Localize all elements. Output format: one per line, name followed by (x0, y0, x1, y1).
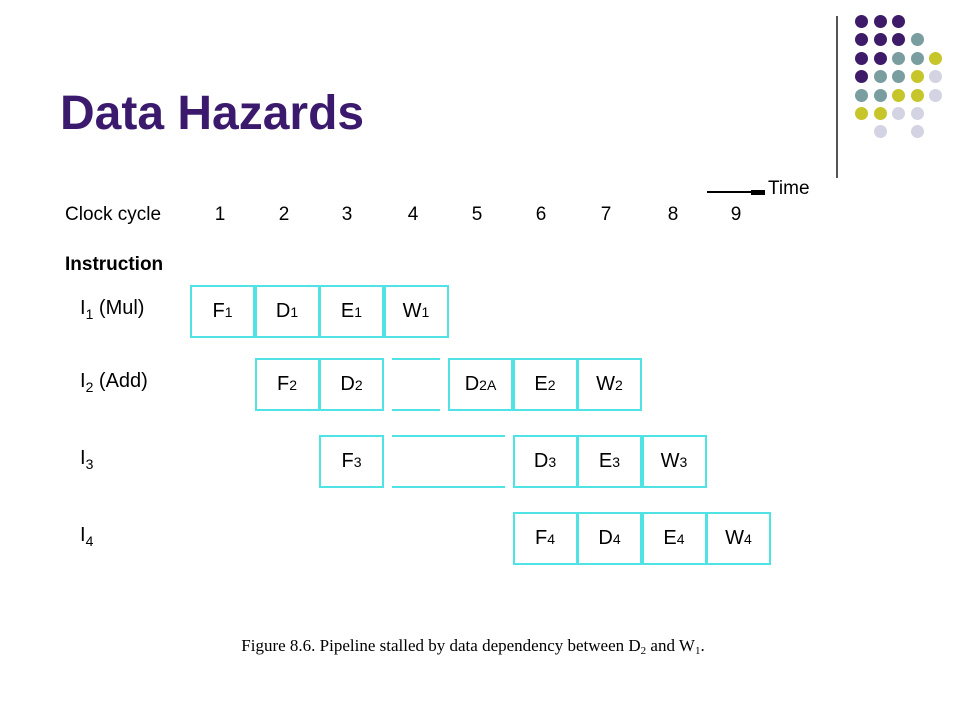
clock-cycle-number: 7 (600, 204, 612, 225)
pipeline-stage-main: F (212, 300, 225, 322)
decor-dot (929, 89, 942, 102)
caption-sub-1: 2 (640, 645, 647, 657)
instruction-label (80, 297, 144, 320)
page-title: Data Hazards (60, 87, 365, 140)
time-arrow-shaft (707, 191, 751, 193)
instruction-label-subscript: 2 (85, 379, 94, 395)
pipeline-stage-cell: D 1 (255, 285, 320, 338)
pipeline-stage-cell: D 2A (448, 358, 513, 411)
decor-dot (874, 107, 887, 120)
pipeline-stage-cell: F 2 (255, 358, 320, 411)
pipeline-stage-main: E (340, 300, 355, 322)
pipeline-stage-cell: W 1 (384, 285, 449, 338)
time-arrow-icon (707, 190, 767, 196)
pipeline-stage-main: D (275, 300, 291, 322)
clock-cycle-number: 3 (341, 204, 353, 225)
figure-caption (0, 636, 946, 656)
instruction-label-main: I (80, 370, 86, 392)
pipeline-stage-cell: F 4 (513, 512, 578, 565)
pipeline-stage-main: D (464, 373, 480, 395)
pipeline-stall-gap (392, 358, 441, 411)
decor-dot (855, 107, 868, 120)
decor-dot (911, 52, 924, 65)
decor-dot (892, 52, 905, 65)
instruction-label (80, 447, 93, 470)
clock-cycle-number: 1 (214, 204, 226, 225)
pipeline-stage-main: F (276, 373, 290, 395)
pipeline-stage-cell: D 4 (577, 512, 642, 565)
pipeline-stage-cell: D 2 (319, 358, 384, 411)
pipeline-stage-main: E (534, 373, 548, 395)
clock-cycle-number: 9 (730, 204, 742, 225)
decor-dot (929, 70, 942, 83)
pipeline-stage-cell: E 4 (642, 512, 707, 565)
pipeline-stage-cell: D 3 (513, 435, 578, 488)
decor-dot (874, 70, 887, 83)
instruction-label (80, 524, 93, 547)
pipeline-stage-main: F (534, 527, 548, 549)
caption-text-2: and W (646, 636, 695, 655)
pipeline-stage-main: D (533, 450, 549, 472)
stall-gap-top-line (392, 435, 505, 437)
clock-cycle-number: 8 (667, 204, 679, 225)
decor-dot (911, 70, 924, 83)
decor-dot (911, 125, 924, 138)
pipeline-stage-main: W (402, 300, 422, 322)
pipeline-stage-main: F (341, 450, 354, 472)
decor-dot (874, 89, 887, 102)
caption-text-1: Figure 8.6. Pipeline stalled by data dependency between D (241, 636, 641, 655)
pipeline-stage-cell: E 2 (513, 358, 578, 411)
pipeline-stage-cell: W 2 (577, 358, 642, 411)
stall-gap-bottom-line (392, 486, 505, 488)
pipeline-stage-cell: F 3 (319, 435, 384, 488)
clock-cycle-number: 2 (278, 204, 290, 225)
instruction-label-main: I (80, 447, 86, 469)
caption-text-3: . (700, 636, 705, 655)
stall-gap-bottom-line (392, 409, 441, 411)
pipeline-stage-main: W (660, 450, 680, 472)
pipeline-stage-main: W (596, 373, 616, 395)
stall-gap-top-line (392, 358, 441, 360)
instruction-label-suffix: (Mul) (93, 297, 145, 319)
pipeline-stage-main: D (340, 373, 355, 395)
instruction-label (80, 370, 148, 393)
decor-divider-line (836, 16, 838, 178)
decor-dot (855, 70, 868, 83)
pipeline-stage-cell: E 1 (319, 285, 384, 338)
pipeline-stage-main: D (598, 527, 613, 549)
instruction-label-subscript: 3 (85, 456, 94, 472)
instruction-label-main: I (80, 524, 86, 546)
decor-dot (892, 33, 905, 46)
decor-dot (874, 52, 887, 65)
clock-cycle-label: Clock cycle (65, 204, 162, 225)
pipeline-stage-main: E (598, 450, 613, 472)
decor-dot (874, 33, 887, 46)
pipeline-stage-main: W (725, 527, 745, 549)
clock-cycle-number: 4 (407, 204, 419, 225)
decor-dot (892, 70, 905, 83)
decor-dot (892, 15, 905, 28)
decor-dot (855, 89, 868, 102)
pipeline-stall-gap (392, 435, 505, 488)
decor-dot (855, 52, 868, 65)
pipeline-stage-cell: W 4 (706, 512, 771, 565)
decor-dot (855, 15, 868, 28)
pipeline-stage-cell: F 1 (190, 285, 255, 338)
decor-dot (911, 89, 924, 102)
instruction-label-suffix: (Add) (93, 370, 148, 392)
decor-dot (855, 33, 868, 46)
instruction-label-main: I (80, 297, 86, 319)
decor-dot (929, 52, 942, 65)
instruction-label-subscript: 1 (85, 306, 94, 322)
decor-dot (892, 107, 905, 120)
clock-cycle-number: 6 (535, 204, 547, 225)
pipeline-stage-cell: E 3 (577, 435, 642, 488)
pipeline-stage-main: E (663, 527, 677, 549)
pipeline-stage-cell: W 3 (642, 435, 707, 488)
instruction-heading: Instruction (65, 254, 164, 275)
decor-dot (911, 107, 924, 120)
clock-cycle-number: 5 (471, 204, 483, 225)
caption-sub-2: 1 (694, 645, 701, 657)
decor-dot (874, 125, 887, 138)
instruction-label-subscript: 4 (85, 533, 94, 549)
decor-dot (892, 89, 905, 102)
decor-dot (911, 33, 924, 46)
time-label: Time (768, 178, 810, 199)
decor-dot (874, 15, 887, 28)
time-arrow-head (751, 190, 765, 195)
